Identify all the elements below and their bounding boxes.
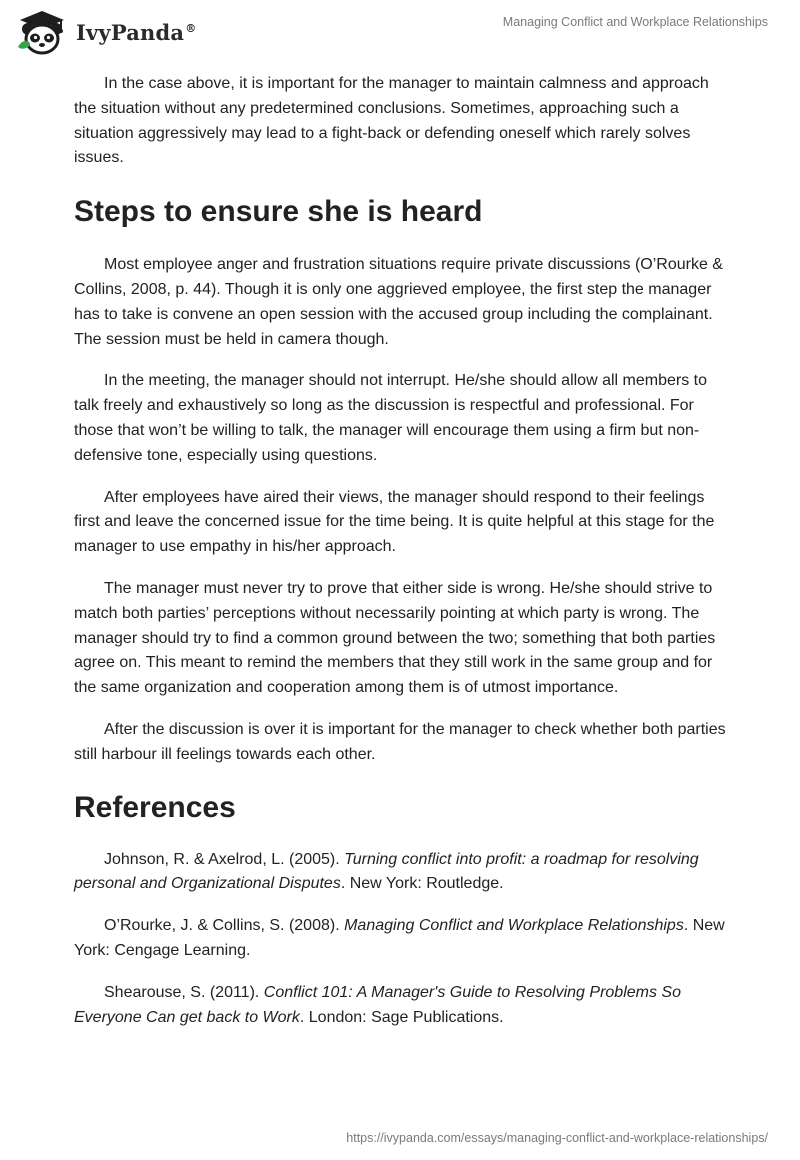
intro-paragraph: In the case above, it is important for the manager to maintain calmness and approach the situation without any predetermined conclusions. Sometimes, approaching such a situation aggressively may lead to a fight-back or defending oneself which rarely solves issues. bbox=[74, 75, 709, 167]
reference-item: Shearouse, S. (2011). Conflict 101: A Manager's Guide to Resolving Problems So Everyone Can get back to Work. London: Sage Publications. bbox=[74, 983, 681, 1026]
reference-title: Conflict 101: A Manager's Guide to Resolving Problems So Everyone Can get back to Work bbox=[74, 983, 681, 1026]
reference-item: O’Rourke, J. & Collins, S. (2008). Managing Conflict and Workplace Relationships. New York: Cengage Learning. bbox=[74, 917, 725, 959]
page-header bbox=[0, 0, 800, 64]
body-paragraph: After employees have aired their views, the manager should respond to their feelings first and leave the concerned issue for the time being. It is quite helpful at this stage for the manager to use empathy in his/her approach. bbox=[74, 488, 715, 556]
panda-graduate-icon bbox=[16, 9, 68, 55]
running-title: Managing Conflict and Workplace Relationships bbox=[502, 15, 768, 29]
source-url[interactable]: https://ivypanda.com/essays/managing-conflict-and-workplace-relationships/ bbox=[346, 1131, 768, 1145]
body-paragraph: Most employee anger and frustration situations require private discussions (O’Rourke & Collins, 2008, p. 44). Though it is only one aggrieved employee, the first step the manager has to take is convene an open session with the accused group including the complainant. The session must be held in camera though. bbox=[74, 256, 723, 348]
reference-title: Managing Conflict and Workplace Relationships bbox=[344, 917, 684, 935]
ivypanda-logo[interactable] bbox=[16, 8, 196, 56]
brand-name: IvyPanda® bbox=[76, 19, 197, 45]
body-paragraph: After the discussion is over it is important for the manager to check whether both parties still harbour ill feelings towards each other. bbox=[74, 720, 726, 763]
reference-item: Johnson, R. & Axelrod, L. (2005). Turning conflict into profit: a roadmap for resolving personal and Organizational Disputes. New York: Routledge. bbox=[74, 850, 699, 893]
essay-content bbox=[74, 72, 734, 1030]
body-paragraph: In the meeting, the manager should not interrupt. He/she should allow all members to talk freely and exhaustively so long as the discussion is respectful and professional. For those that won’t be willing to talk, the manager will encourage them using a firm but non-defensive tone, especially using questions. bbox=[74, 372, 707, 464]
section-heading: Steps to ensure she is heard bbox=[74, 195, 483, 229]
reference-title: Turning conflict into profit: a roadmap for resolving personal and Organizational Disputes bbox=[74, 850, 699, 893]
body-paragraph: The manager must never try to prove that either side is wrong. He/she should strive to match both parties’ perceptions without necessarily pointing at which party is wrong. The manager should try to find a common ground between the two; something that both parties agree on. This meant to remind the members that they still work in the same group and for the same organization and cooperation among them is of utmost importance. bbox=[74, 579, 716, 697]
references-heading: References bbox=[74, 790, 236, 824]
